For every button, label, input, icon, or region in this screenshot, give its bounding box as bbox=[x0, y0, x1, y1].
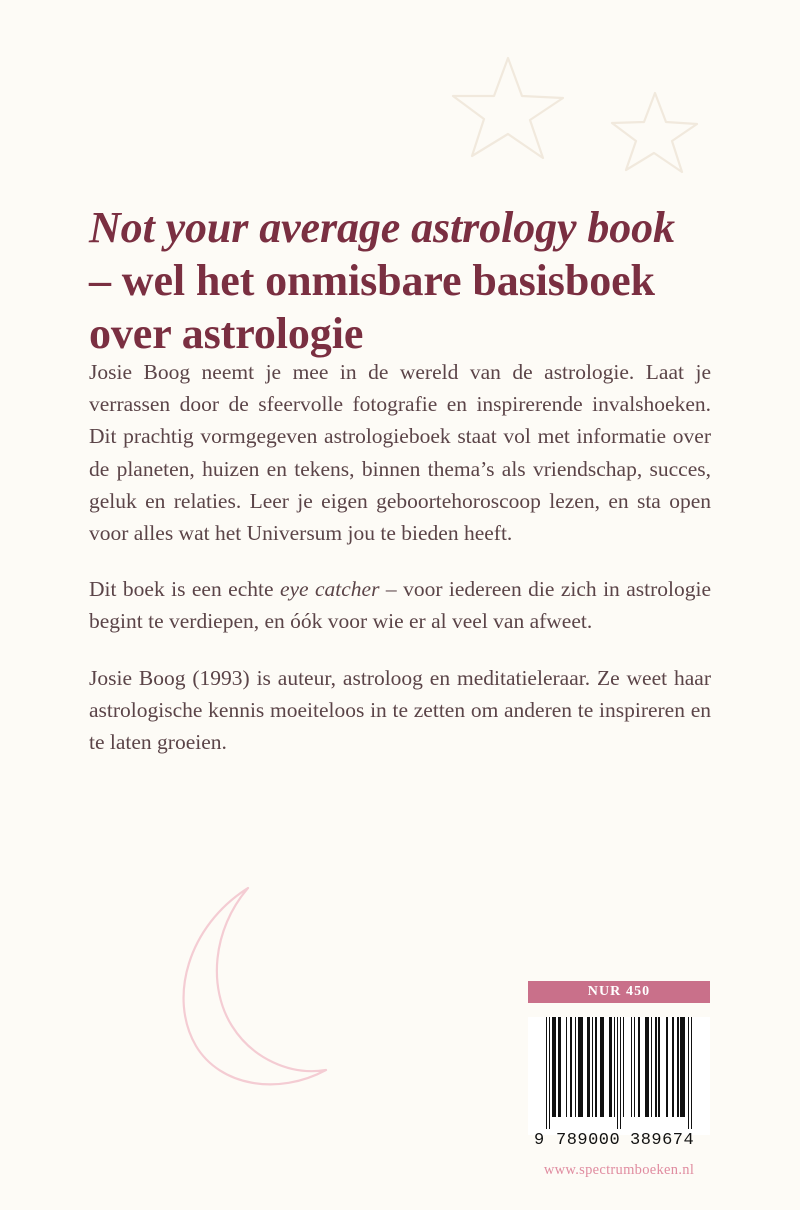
barcode-block bbox=[528, 981, 710, 1179]
ean13-barcode bbox=[528, 1017, 710, 1135]
blurb-copy bbox=[89, 356, 711, 758]
barcode-digit-group-1: 9 bbox=[534, 1131, 545, 1150]
blurb-paragraph-2-italic: eye catcher bbox=[279, 577, 380, 602]
author-bio-paragraph: Josie Boog (1993) is auteur, astroloog en meditatieleraar. Ze weet haar astrologische kennis moeiteloos in te zetten om anderen te inspireren en te laten groeien. bbox=[89, 665, 711, 755]
barcode-bars bbox=[546, 1017, 693, 1135]
star-small-icon bbox=[608, 88, 700, 176]
barcode-digit-group-3: 389674 bbox=[630, 1131, 695, 1150]
barcode-digits bbox=[528, 1131, 710, 1151]
headline-line-2: – wel het onmisbare basisboek bbox=[89, 256, 655, 306]
barcode-digit-group-2: 789000 bbox=[556, 1131, 621, 1150]
page-title bbox=[89, 201, 714, 360]
headline-line-3: over astrologie bbox=[89, 309, 364, 359]
blurb-paragraph-2-before: Dit boek is een echte bbox=[89, 577, 280, 602]
publisher-website: www.spectrumboeken.nl bbox=[543, 1162, 695, 1178]
headline-emphasis: Not your average astrology book bbox=[89, 203, 675, 253]
crescent-moon-icon bbox=[150, 880, 380, 1090]
nur-code-badge: NUR 450 bbox=[528, 981, 710, 1003]
blurb-paragraph-2-after: – voor iedereen die zich in astrologie begint te verdiepen, en óók voor wie er al veel van afweet. bbox=[89, 577, 711, 634]
blurb-paragraph-2 bbox=[89, 573, 711, 637]
blurb-paragraph-1: Josie Boog neemt je mee in de wereld van de astrologie. Laat je verrassen door de sfeervolle fotografie en inspirerende invalshoeken. Dit prachtig vormgegeven astrologieboek staat vol met informatie over de planeten, huizen en tekens, binnen thema’s als vriendschap, succes, geluk en relaties. Leer je eigen geboortehoroscoop lezen, en sta open voor alles wat het Universum jou te bieden heeft. bbox=[89, 360, 711, 546]
star-large-icon bbox=[448, 52, 568, 162]
